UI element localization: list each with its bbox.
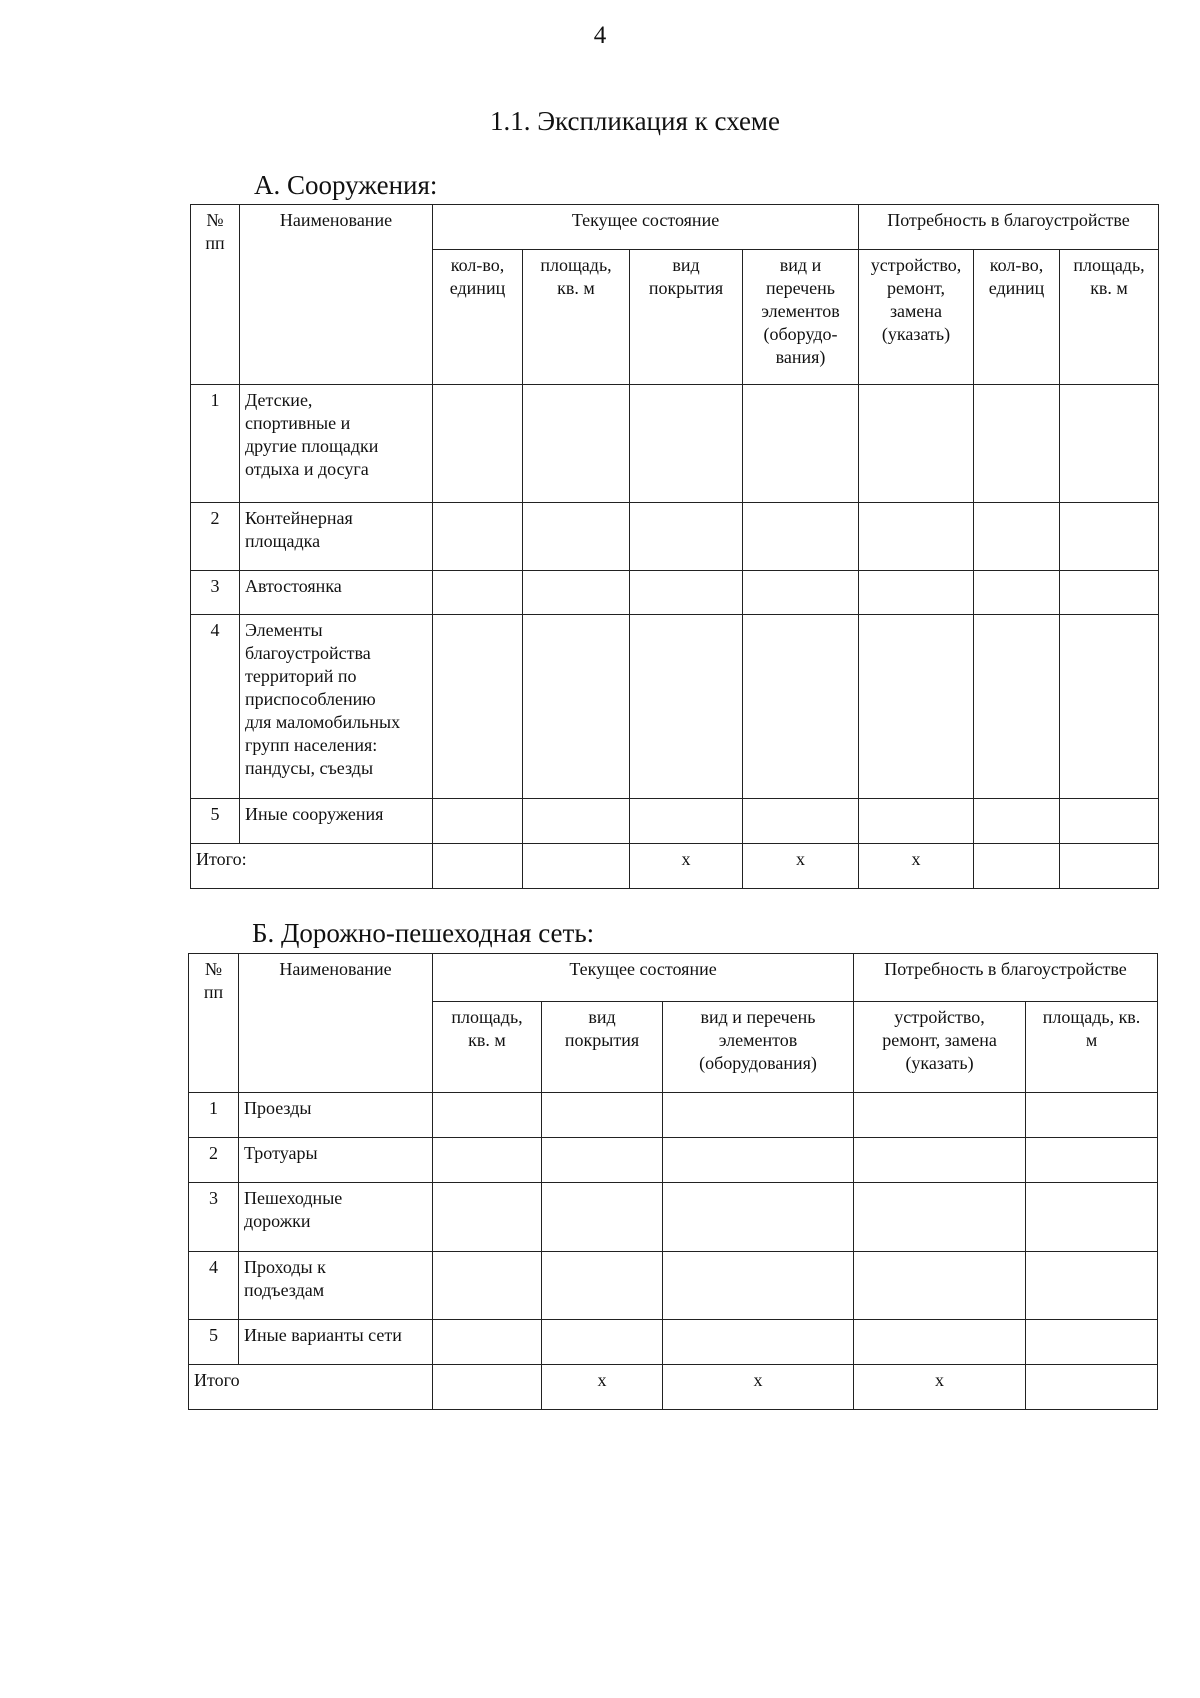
row-name: Автостоянка — [240, 571, 433, 615]
table-cell — [433, 615, 523, 799]
row-name: Детские, спортивные и другие площадки отдыха и досуга — [240, 385, 433, 503]
row-number: 4 — [189, 1252, 239, 1320]
table-row — [189, 1252, 1158, 1320]
road-network-table — [188, 953, 1158, 1410]
total-label: Итого: — [191, 844, 433, 889]
row-name: Проезды — [239, 1093, 433, 1138]
table-cell — [1060, 503, 1159, 571]
table-cell — [743, 385, 859, 503]
table-cell — [433, 571, 523, 615]
table-cell — [743, 615, 859, 799]
total-cell: x — [859, 844, 974, 889]
section-a-title: А. Сооружения: — [254, 170, 438, 200]
row-number: 5 — [189, 1320, 239, 1365]
table-cell — [859, 799, 974, 844]
total-cell: x — [663, 1365, 854, 1410]
col-header-name: Наименование — [239, 954, 433, 1093]
table-row — [191, 799, 1159, 844]
table-cell — [523, 503, 630, 571]
table-row — [189, 1138, 1158, 1183]
col-header-name: Наименование — [240, 205, 433, 385]
table-cell — [523, 799, 630, 844]
col-header: кол-во, единиц — [433, 250, 523, 385]
total-cell: x — [630, 844, 743, 889]
table-row — [191, 571, 1159, 615]
table-cell — [433, 1320, 542, 1365]
table-cell — [859, 385, 974, 503]
page-number: 4 — [593, 22, 607, 49]
table-cell — [433, 1252, 542, 1320]
row-number: 1 — [191, 385, 240, 503]
col-header: вид покрытия — [542, 1002, 663, 1093]
table-cell — [433, 1093, 542, 1138]
table-cell — [743, 503, 859, 571]
table-cell — [974, 799, 1060, 844]
table-cell — [663, 1320, 854, 1365]
row-name: Пешеходные дорожки — [239, 1183, 433, 1252]
row-number: 2 — [191, 503, 240, 571]
table-cell — [974, 571, 1060, 615]
table-cell — [859, 503, 974, 571]
col-group-need: Потребность в благоустройстве — [859, 205, 1159, 250]
table-cell — [630, 385, 743, 503]
table-row — [191, 385, 1159, 503]
table-cell — [854, 1183, 1026, 1252]
col-header: вид и перечень элементов (оборудования) — [663, 1002, 854, 1093]
table-cell — [523, 385, 630, 503]
row-name: Контейнерная площадка — [240, 503, 433, 571]
table-cell — [1026, 1093, 1158, 1138]
total-cell — [433, 844, 523, 889]
table-cell — [433, 1138, 542, 1183]
col-header: устройство, ремонт, замена (указать) — [854, 1002, 1026, 1093]
table-cell — [630, 615, 743, 799]
row-name: Проходы к подъездам — [239, 1252, 433, 1320]
table-cell — [859, 571, 974, 615]
table-cell — [1060, 799, 1159, 844]
col-header: вид покрытия — [630, 250, 743, 385]
table-cell — [663, 1183, 854, 1252]
table-row — [191, 503, 1159, 571]
table-row — [189, 1320, 1158, 1365]
table-cell — [433, 385, 523, 503]
table-cell — [1026, 1138, 1158, 1183]
section-b-title: Б. Дорожно-пешеходная сеть: — [252, 918, 595, 948]
total-cell — [1060, 844, 1159, 889]
table-cell — [743, 799, 859, 844]
row-number: 3 — [191, 571, 240, 615]
table-cell — [1026, 1320, 1158, 1365]
table-cell — [974, 503, 1060, 571]
table-cell — [1060, 615, 1159, 799]
table-cell — [1026, 1252, 1158, 1320]
row-name: Тротуары — [239, 1138, 433, 1183]
total-cell — [974, 844, 1060, 889]
total-cell — [1026, 1365, 1158, 1410]
table-cell — [1060, 571, 1159, 615]
table-cell — [542, 1183, 663, 1252]
table-cell — [854, 1093, 1026, 1138]
total-cell — [433, 1365, 542, 1410]
col-group-current: Текущее состояние — [433, 205, 859, 250]
total-cell: x — [854, 1365, 1026, 1410]
total-label: Итого — [189, 1365, 433, 1410]
col-group-need: Потребность в благоустройстве — [854, 954, 1158, 1002]
table-row — [189, 1183, 1158, 1252]
table-cell — [1026, 1183, 1158, 1252]
table-cell — [1060, 385, 1159, 503]
table-cell — [663, 1093, 854, 1138]
page-title: 1.1. Экспликация к схеме — [489, 106, 780, 136]
table-cell — [523, 615, 630, 799]
table-cell — [974, 385, 1060, 503]
total-cell: x — [743, 844, 859, 889]
table-cell — [663, 1138, 854, 1183]
table-cell — [743, 571, 859, 615]
table-cell — [542, 1252, 663, 1320]
table-cell — [854, 1252, 1026, 1320]
col-header: площадь, кв. м — [433, 1002, 542, 1093]
row-name: Иные варианты сети — [239, 1320, 433, 1365]
table-cell — [523, 571, 630, 615]
table-cell — [663, 1252, 854, 1320]
row-number: 1 — [189, 1093, 239, 1138]
col-header: кол-во, единиц — [974, 250, 1060, 385]
col-header: устройство, ремонт, замена (указать) — [859, 250, 974, 385]
table-cell — [630, 799, 743, 844]
total-cell — [523, 844, 630, 889]
row-name: Иные сооружения — [240, 799, 433, 844]
row-number: 2 — [189, 1138, 239, 1183]
table-cell — [630, 571, 743, 615]
table-cell — [974, 615, 1060, 799]
total-row — [189, 1365, 1158, 1410]
structures-table — [190, 204, 1159, 889]
table-cell — [433, 503, 523, 571]
col-header: площадь, кв. м — [523, 250, 630, 385]
table-cell — [433, 1183, 542, 1252]
table-cell — [854, 1320, 1026, 1365]
col-group-current: Текущее состояние — [433, 954, 854, 1002]
total-row — [191, 844, 1159, 889]
table-cell — [859, 615, 974, 799]
table-row — [189, 1093, 1158, 1138]
table-cell — [542, 1093, 663, 1138]
table-row — [191, 615, 1159, 799]
total-cell: x — [542, 1365, 663, 1410]
table-cell — [630, 503, 743, 571]
table-cell — [542, 1320, 663, 1365]
col-header-num: № пп — [189, 954, 239, 1093]
row-number: 3 — [189, 1183, 239, 1252]
row-name: Элементы благоустройства территорий по приспособлению для маломобильных групп населения: пандусы, съезды — [240, 615, 433, 799]
col-header-num: № пп — [191, 205, 240, 385]
table-cell — [433, 799, 523, 844]
table-cell — [542, 1138, 663, 1183]
col-header: вид и перечень элементов (оборудо- вания) — [743, 250, 859, 385]
col-header: площадь, кв. м — [1060, 250, 1159, 385]
row-number: 4 — [191, 615, 240, 799]
row-number: 5 — [191, 799, 240, 844]
table-cell — [854, 1138, 1026, 1183]
col-header: площадь, кв. м — [1026, 1002, 1158, 1093]
